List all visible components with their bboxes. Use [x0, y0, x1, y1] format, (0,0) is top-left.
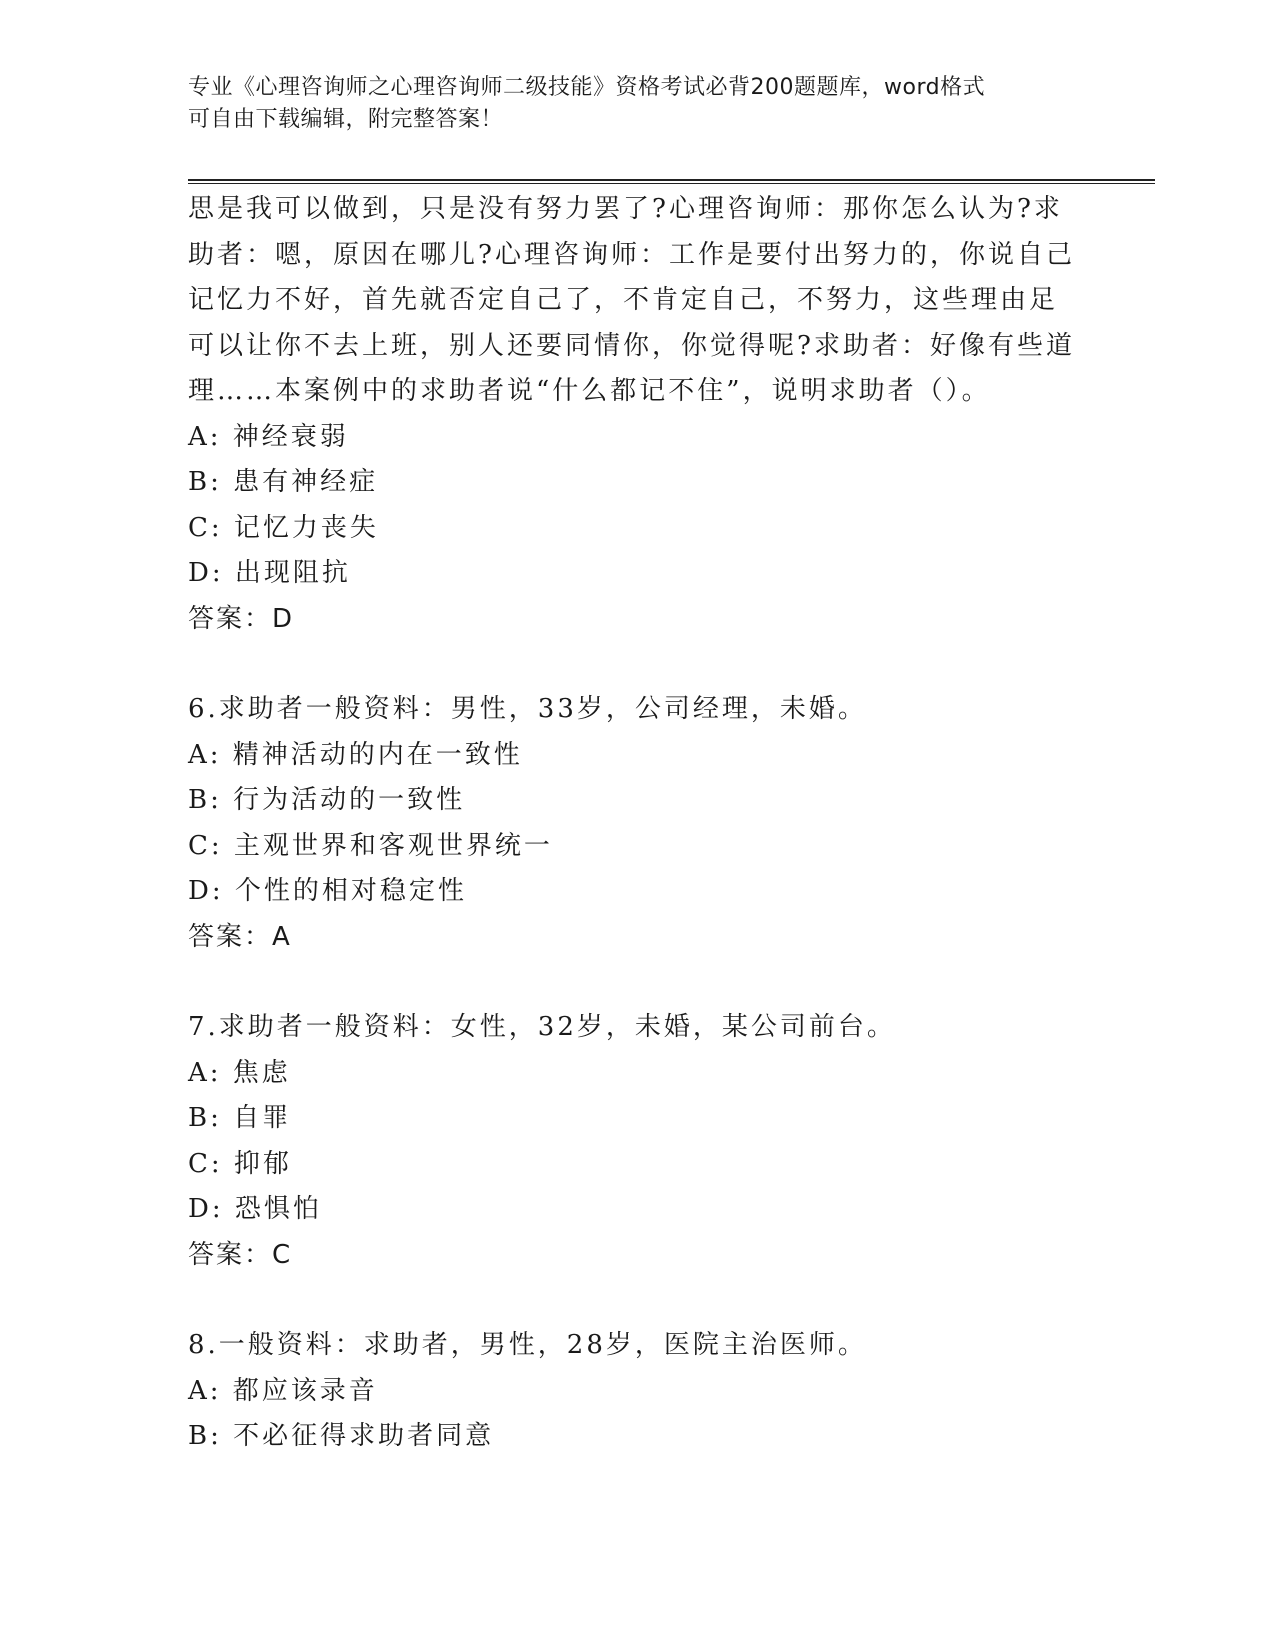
- option-d: D: 出现阻抗: [188, 558, 351, 588]
- option-b: B: 行为活动的一致性: [188, 785, 466, 815]
- question-stem: 6.求助者一般资料：男性，33岁，公司经理，未婚。: [188, 694, 867, 724]
- document-body: [188, 187, 1088, 1460]
- question-5-continuation: [188, 187, 1088, 642]
- header-divider-thin: [188, 183, 1155, 184]
- option-c: C: 记忆力丧失: [188, 512, 379, 543]
- option-b: B: 患有神经症: [188, 467, 379, 497]
- option-d: D: 恐惧怕: [188, 1194, 322, 1224]
- header-title-line2: 可自由下载编辑，附完整答案！: [188, 107, 504, 132]
- answer-line: 答案：D: [188, 603, 295, 634]
- option-a: A: 都应该录音: [188, 1375, 378, 1406]
- question-stem: 8.一般资料：求助者，男性，28岁，医院主治医师。: [188, 1330, 867, 1360]
- question-8: [188, 1323, 1088, 1460]
- option-b: B: 自罪: [188, 1103, 292, 1133]
- question-stem: 7.求助者一般资料：女性，32岁，未婚，某公司前台。: [188, 1012, 896, 1042]
- option-a: A: 精神活动的内在一致性: [188, 739, 523, 770]
- document-header: [188, 72, 1088, 136]
- option-c: C: 抑郁: [188, 1148, 292, 1179]
- option-c: C: 主观世界和客观世界统一: [188, 830, 553, 861]
- question-text-line: 可以让你不去上班，别人还要同情你，你觉得呢?求助者：好像有些道: [188, 330, 1075, 361]
- question-text-line: 记忆力不好，首先就否定自己了，不肯定自己，不努力，这些理由足: [188, 285, 1059, 315]
- answer-line: 答案：A: [188, 921, 292, 952]
- option-a: A: 焦虑: [188, 1057, 291, 1088]
- question-text-line: 思是我可以做到，只是没有努力罢了?心理咨询师：那你怎么认为?求: [188, 194, 1063, 224]
- option-a: A: 神经衰弱: [188, 421, 349, 452]
- question-6: [188, 687, 1088, 960]
- option-b: B: 不必征得求助者同意: [188, 1421, 495, 1451]
- question-text-line: 助者：嗯，原因在哪儿?心理咨询师：工作是要付出努力的，你说自己: [188, 239, 1075, 270]
- header-divider-thick: [188, 179, 1155, 181]
- question-text-line: 理……本案例中的求助者说“什么都记不住”，说明求助者（）。: [188, 376, 991, 406]
- option-d: D: 个性的相对稳定性: [188, 876, 467, 906]
- header-title-line1: 专业《心理咨询师之心理咨询师二级技能》资格考试必背200题题库，word格式: [188, 75, 986, 100]
- answer-line: 答案：C: [188, 1239, 293, 1270]
- question-7: [188, 1005, 1088, 1278]
